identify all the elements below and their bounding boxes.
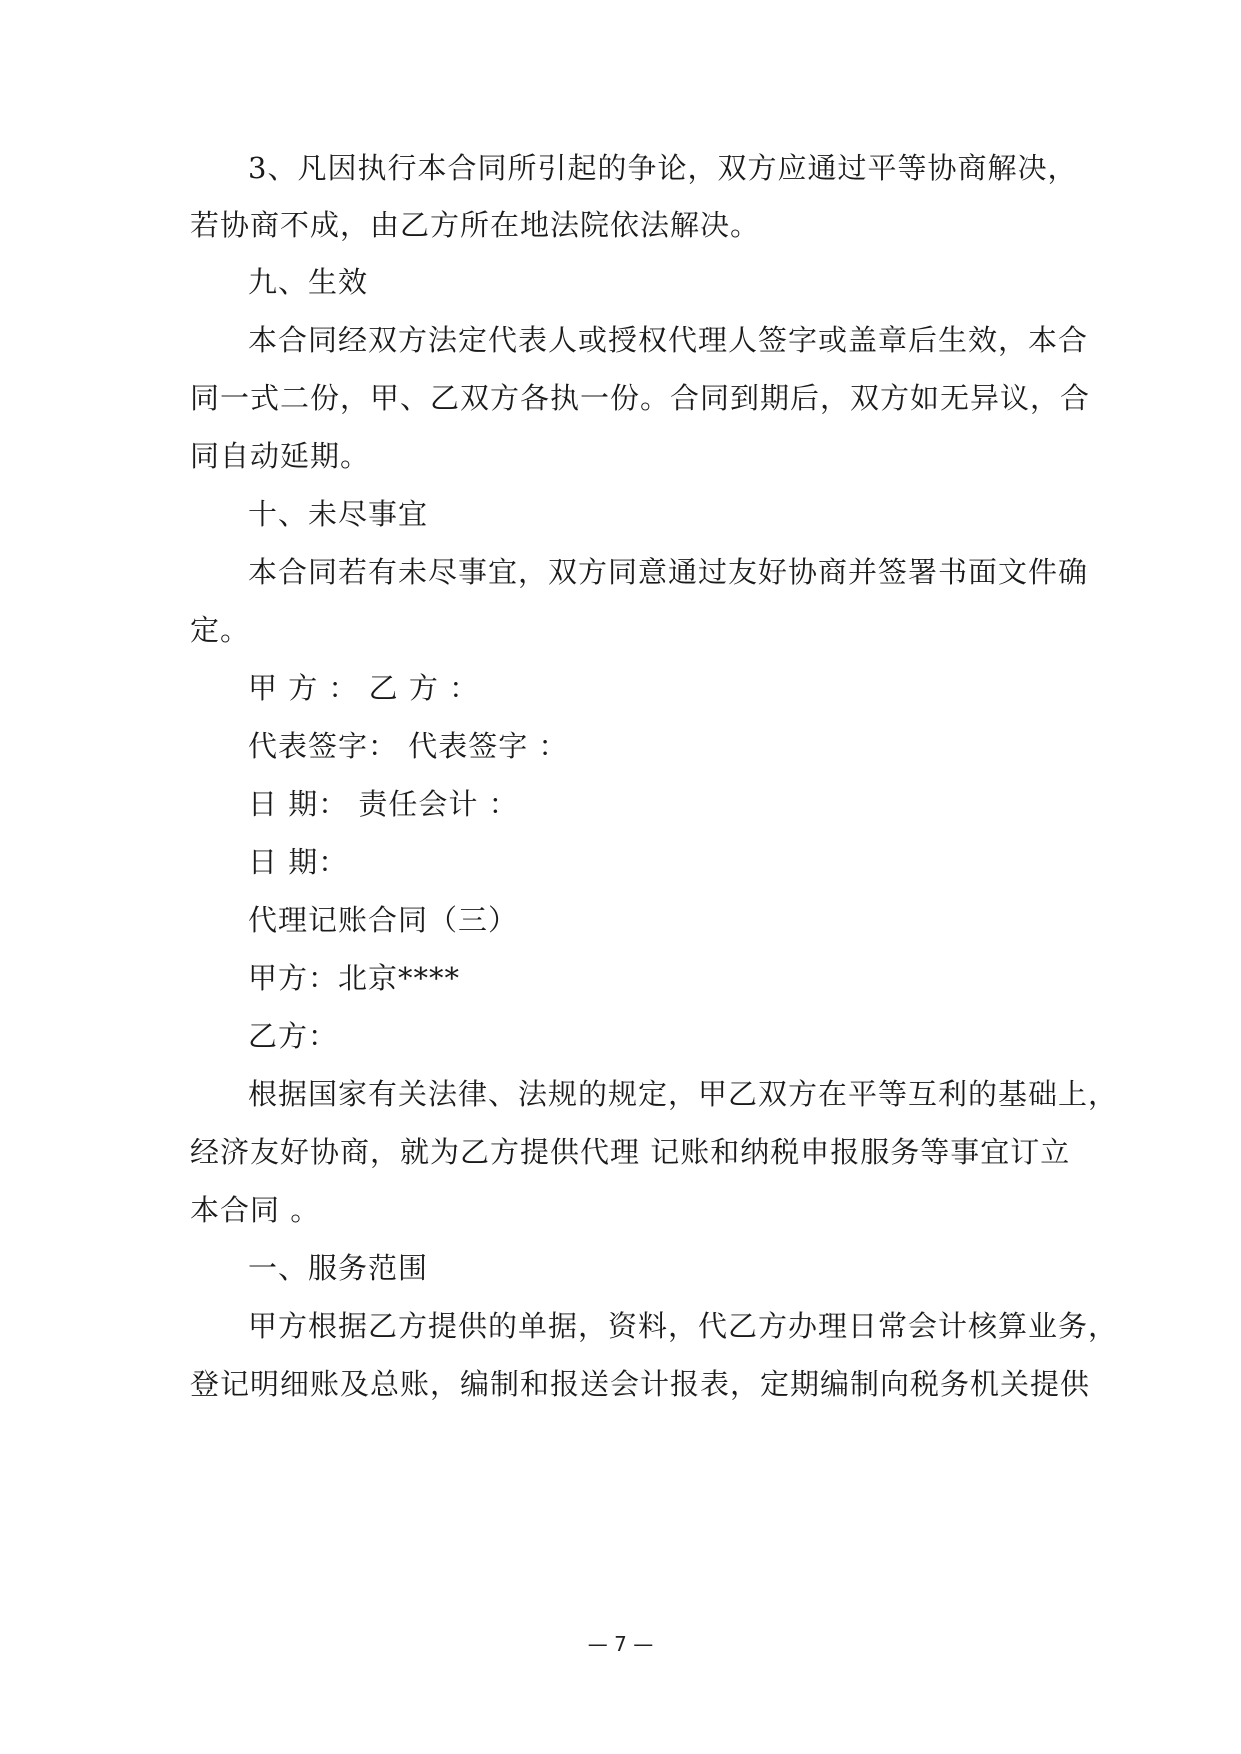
contract-title: 代理记账合同（三）	[248, 903, 519, 937]
text-line: 经济友好协商，就为乙方提供代理 记账和纳税申报服务等事宜订立	[190, 1135, 1071, 1169]
signature-line: 代表签字： 代表签字 ：	[248, 729, 569, 763]
text-line: 本合同若有未尽事宜，双方同意通过友好协商并签署书面文件确	[248, 555, 1089, 589]
text-line: 定。	[190, 613, 251, 647]
section-heading: 一、服务范围	[248, 1251, 429, 1285]
text-line: 甲方根据乙方提供的单据，资料，代乙方办理日常会计核算业务，	[248, 1309, 1119, 1343]
text-line: 3、凡因执行本合同所引起的争论，双方应通过平等协商解决，	[248, 151, 1078, 185]
text-line: 根据国家有关法律、法规的规定，甲乙双方在平等互利的基础上，	[248, 1077, 1119, 1111]
signature-line: 日 期：	[248, 845, 349, 879]
text-line: 本合同经双方法定代表人或授权代理人签字或盖章后生效，本合	[248, 323, 1089, 357]
section-heading: 十、未尽事宜	[248, 497, 429, 531]
text-line: 登记明细账及总账，编制和报送会计报表，定期编制向税务机关提供	[190, 1367, 1091, 1401]
section-heading: 九、生效	[248, 265, 369, 299]
text-line: 同自动延期。	[190, 439, 371, 473]
text-line: 本合同 。	[190, 1193, 321, 1227]
signature-line: 日 期： 责任会计 ：	[248, 787, 519, 821]
page-number: — 7 —	[587, 1632, 654, 1656]
party-b-line: 乙方：	[248, 1019, 339, 1053]
party-a-line: 甲方：北京****	[248, 961, 461, 995]
text-line: 同一式二份，甲、乙双方各执一份。合同到期后，双方如无异议，合	[190, 381, 1091, 415]
signature-line: 甲 方 ： 乙 方 ：	[248, 671, 480, 705]
text-line: 若协商不成，由乙方所在地法院依法解决。	[190, 208, 761, 242]
